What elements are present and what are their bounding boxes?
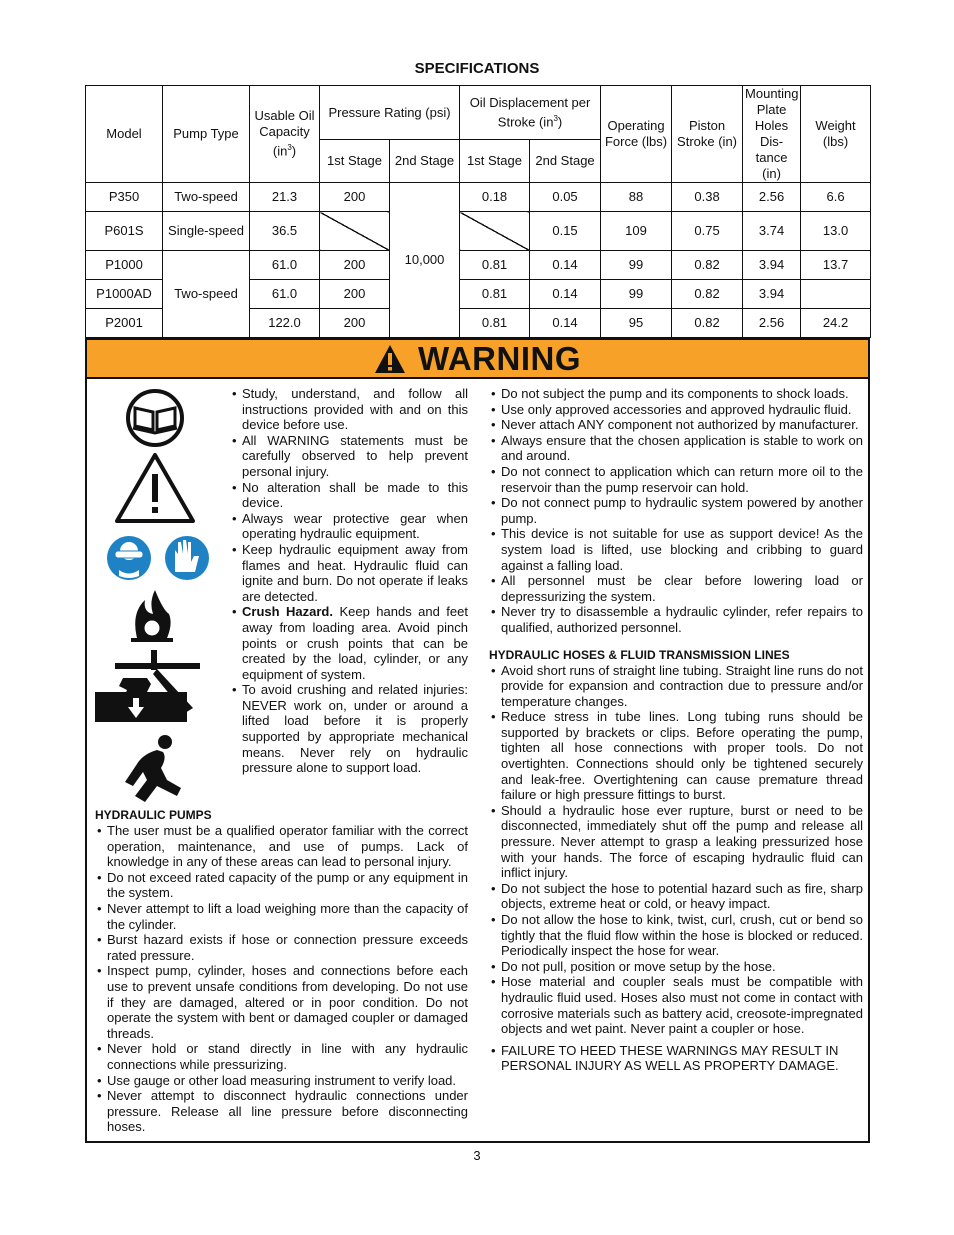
cell-model: P2001: [86, 309, 163, 338]
cell-disp-1st: 0.81: [460, 280, 530, 309]
cell-usable: 21.3: [250, 183, 320, 212]
cell-disp-2nd: 0.15: [530, 212, 601, 251]
warning-item: • Do not connect pump to hydraulic system powered by another pump.: [489, 495, 863, 526]
header-pressure-2nd-stage: 2nd Stage: [390, 140, 460, 183]
warning-item: • Use only approved accessories and approved hydraulic fluid.: [489, 402, 863, 418]
header-disp-1st-stage: 1st Stage: [460, 140, 530, 183]
hoses-heading: HYDRAULIC HOSES & FLUID TRANSMISSION LINES: [489, 647, 790, 662]
cell-disp-2nd: 0.14: [530, 280, 601, 309]
warning-item: • Study, understand, and follow all instructions provided with and on this device before use.: [230, 386, 468, 433]
cell-stroke: 0.38: [672, 183, 743, 212]
cell-disp-2nd: 0.14: [530, 309, 601, 338]
header-usable-oil: Usable Oil Capacity $(in^3)$: [250, 86, 320, 183]
cell-disp-2nd: 0.14: [530, 251, 601, 280]
header-model: Model: [86, 86, 163, 183]
warning-item: • Reduce stress in tube lines. Long tubing runs should be supported by brackets or clips. Before operating the pump, tighten all hose connections with proper tools. Do not overtighten. Connections should only be tightened securely and leak-free. Overtightening can cause premature thread failure or high pressure fittings to burst.: [489, 709, 863, 803]
warning-box: [85, 338, 870, 1143]
cell-weight: 13.7: [801, 251, 871, 280]
cell-force: 88: [601, 183, 672, 212]
cell-usable: 61.0: [250, 280, 320, 309]
warning-item: • Hose material and coupler seals must be compatible with hydraulic fluid used. Hoses also must not come in contact with corrosive materials such as battery acid, creosote-impregnated objects and wet paint. Never paint a coupler or hose.: [489, 974, 863, 1036]
warning-item: • To avoid crushing and related injuries: NEVER work on, under or around a lifted load before it is properly supported by appropriate mechanical means. Never rely on hydraulic pressure alone to support load.: [230, 682, 468, 776]
warning-item: • Do not exceed rated capacity of the pump or any equipment in the system.: [95, 870, 468, 901]
warning-item: • Always wear protective gear when operating hydraulic equipment.: [230, 511, 468, 542]
cell-mount: 3.74: [743, 212, 801, 251]
right-column: [489, 386, 863, 1074]
cell-pressure-1st: 200: [320, 251, 390, 280]
cell-usable: 122.0: [250, 309, 320, 338]
warning-item: • Do not connect to application which can return more oil to the reservoir than the pump reservoir can hold.: [489, 464, 863, 495]
cell-mount: 3.94: [743, 251, 801, 280]
cell-weight: [801, 280, 871, 309]
warning-item: • Do not allow the hose to kink, twist, curl, crush, cut or bend so tightly that the fluid flow within the hose is blocked or reduced. Periodically inspect the hose for wear.: [489, 912, 863, 959]
cell-mount: 2.56: [743, 309, 801, 338]
exclamation-triangle-icon: [117, 455, 193, 521]
warning-item: • Do not pull, position or move setup by the hose.: [489, 959, 863, 975]
header-pressure-1st-stage: 1st Stage: [320, 140, 390, 183]
warning-item: • Should a hydraulic hose ever rupture, burst or need to be disconnected, immediately shut off the pump and release all pressure. Never attempt to grasp a leaking pressurized hose with your hands. The force of escaping hydraulic fluid can inflict injury.: [489, 803, 863, 881]
cell-pump-type: Two-speed: [163, 251, 250, 338]
goggles-icon: [107, 536, 151, 580]
cell-model: P1000AD: [86, 280, 163, 309]
cell-model: P1000: [86, 251, 163, 280]
warning-item: • Do not subject the hose to potential hazard such as fire, sharp objects, extreme heat or cold, or heavy impact.: [489, 881, 863, 912]
cell-pressure-1st: 200: [320, 280, 390, 309]
warning-item: • The user must be a qualified operator familiar with the correct operation, maintenance, and use of pumps. Lack of knowledge in any of these areas can lead to personal injury.: [95, 823, 468, 870]
warning-item: • Do not subject the pump and its components to shock loads.: [489, 386, 863, 402]
cell-mount: 3.94: [743, 280, 801, 309]
cell-model: P601S: [86, 212, 163, 251]
warning-item: • Keep hydraulic equipment away from flames and heat. Hydraulic fluid can ignite and burn. Do not operate if leaks are detected.: [230, 542, 468, 604]
header-disp-2nd-stage: 2nd Stage: [530, 140, 601, 183]
cell-stroke: 0.82: [672, 251, 743, 280]
cell-disp-1st: 0.18: [460, 183, 530, 212]
cell-pressure-1st-na: [320, 212, 390, 251]
gloves-icon: [165, 536, 209, 580]
hydraulic-pumps-heading: HYDRAULIC PUMPS: [95, 808, 212, 822]
cell-weight: 24.2: [801, 309, 871, 338]
warning-item: • All WARNING statements must be carefully observed to help prevent personal injury.: [230, 433, 468, 480]
header-piston-stroke: Piston Stroke (in): [672, 86, 743, 183]
cell-disp-1st: 0.81: [460, 309, 530, 338]
table-row: [86, 183, 871, 212]
cell-disp-1st-na: [460, 212, 530, 251]
final-warning: • FAILURE TO HEED THESE WARNINGS MAY RESULT IN PERSONAL INJURY AS WELL AS PROPERTY DAMAGE.: [489, 1043, 863, 1074]
warning-item: • Always ensure that the chosen application is stable to work on and around.: [489, 433, 863, 464]
cell-disp-1st: 0.81: [460, 251, 530, 280]
specifications-title: SPECIFICATIONS: [414, 60, 540, 77]
header-mounting-distance: Mounting Plate Holes Dis-tance (in): [743, 86, 801, 183]
cell-stroke: 0.75: [672, 212, 743, 251]
warning-triangle-icon: [374, 344, 406, 374]
cell-stroke: 0.82: [672, 309, 743, 338]
warning-item: • Avoid short runs of straight line tubing. Straight line runs do not provide for expansion and contraction due to pressure and/or temperature changes.: [489, 663, 863, 710]
warning-item: • Never hold or stand directly in line with any hydraulic connections while pressurizing.: [95, 1041, 468, 1072]
warning-item: • Never attempt to lift a load weighing more than the capacity of the cylinder.: [95, 901, 468, 932]
warning-item: • Never attach ANY component not authorized by manufacturer.: [489, 417, 863, 433]
cell-usable: 36.5: [250, 212, 320, 251]
warning-item: • No alteration shall be made to this device.: [230, 480, 468, 511]
left-bottom-column: [95, 808, 468, 1135]
cell-stroke: 0.82: [672, 280, 743, 309]
cell-pressure-1st: 200: [320, 183, 390, 212]
warning-banner: [87, 340, 868, 379]
specifications-table: [85, 85, 871, 338]
warning-item: • This device is not suitable for use as support device! As the system load is lifted, use blocking and cribbing to guard against a falling load.: [489, 526, 863, 573]
safety-icons: [105, 388, 217, 753]
cell-disp-2nd: 0.05: [530, 183, 601, 212]
cell-force: 99: [601, 251, 672, 280]
cell-pump-type: Single-speed: [163, 212, 250, 251]
cell-pressure-2nd: 10,000: [390, 183, 460, 338]
page-number: 3: [473, 1148, 481, 1163]
warning-item: • Inspect pump, cylinder, hoses and connections before each use to prevent unsafe conditions from developing. Do not use if they are damaged, altered or in poor condition. Do not operate the system with bent or damaged coupler or damaged threads.: [95, 963, 468, 1041]
cell-weight: 6.6: [801, 183, 871, 212]
cell-force: 95: [601, 309, 672, 338]
header-pump-type: Pump Type: [163, 86, 250, 183]
table-row: [86, 212, 871, 251]
table-row: [86, 251, 871, 280]
header-pressure-rating: Pressure Rating (psi): [320, 86, 460, 140]
warning-item: • All personnel must be clear before lowering load or depressurizing the system.: [489, 573, 863, 604]
warning-title: WARNING: [418, 339, 581, 377]
header-oil-displacement: Oil Displacement per Stroke $(in^3)$: [460, 86, 601, 140]
cell-pump-type: Two-speed: [163, 183, 250, 212]
cell-mount: 2.56: [743, 183, 801, 212]
warning-item: • Never attempt to disconnect hydraulic connections under pressure. Release all line pressure before disconnecting hoses.: [95, 1088, 468, 1135]
left-top-column: [230, 386, 468, 776]
header-operating-force: Operating Force (lbs): [601, 86, 672, 183]
cell-usable: 61.0: [250, 251, 320, 280]
cell-model: P350: [86, 183, 163, 212]
header-weight: Weight (lbs): [801, 86, 871, 183]
falling-load-icon: [95, 692, 207, 822]
manual-book-icon: [128, 391, 182, 445]
cell-pressure-1st: 200: [320, 309, 390, 338]
warning-item: • Burst hazard exists if hose or connection pressure exceeds rated pressure.: [95, 932, 468, 963]
warning-item-crush: • Crush Hazard. Keep hands and feet away from loading area. Avoid pinch points or crush points that can be created by the load, cylinder, or any equipment of system.: [230, 604, 468, 682]
warning-item: • Never try to disassemble a hydraulic cylinder, refer repairs to qualified, authorized personnel.: [489, 604, 863, 635]
cell-weight: 13.0: [801, 212, 871, 251]
cell-force: 109: [601, 212, 672, 251]
flame-icon: [131, 590, 173, 642]
warning-item: • Use gauge or other load measuring instrument to verify load.: [95, 1073, 468, 1089]
cell-force: 99: [601, 280, 672, 309]
